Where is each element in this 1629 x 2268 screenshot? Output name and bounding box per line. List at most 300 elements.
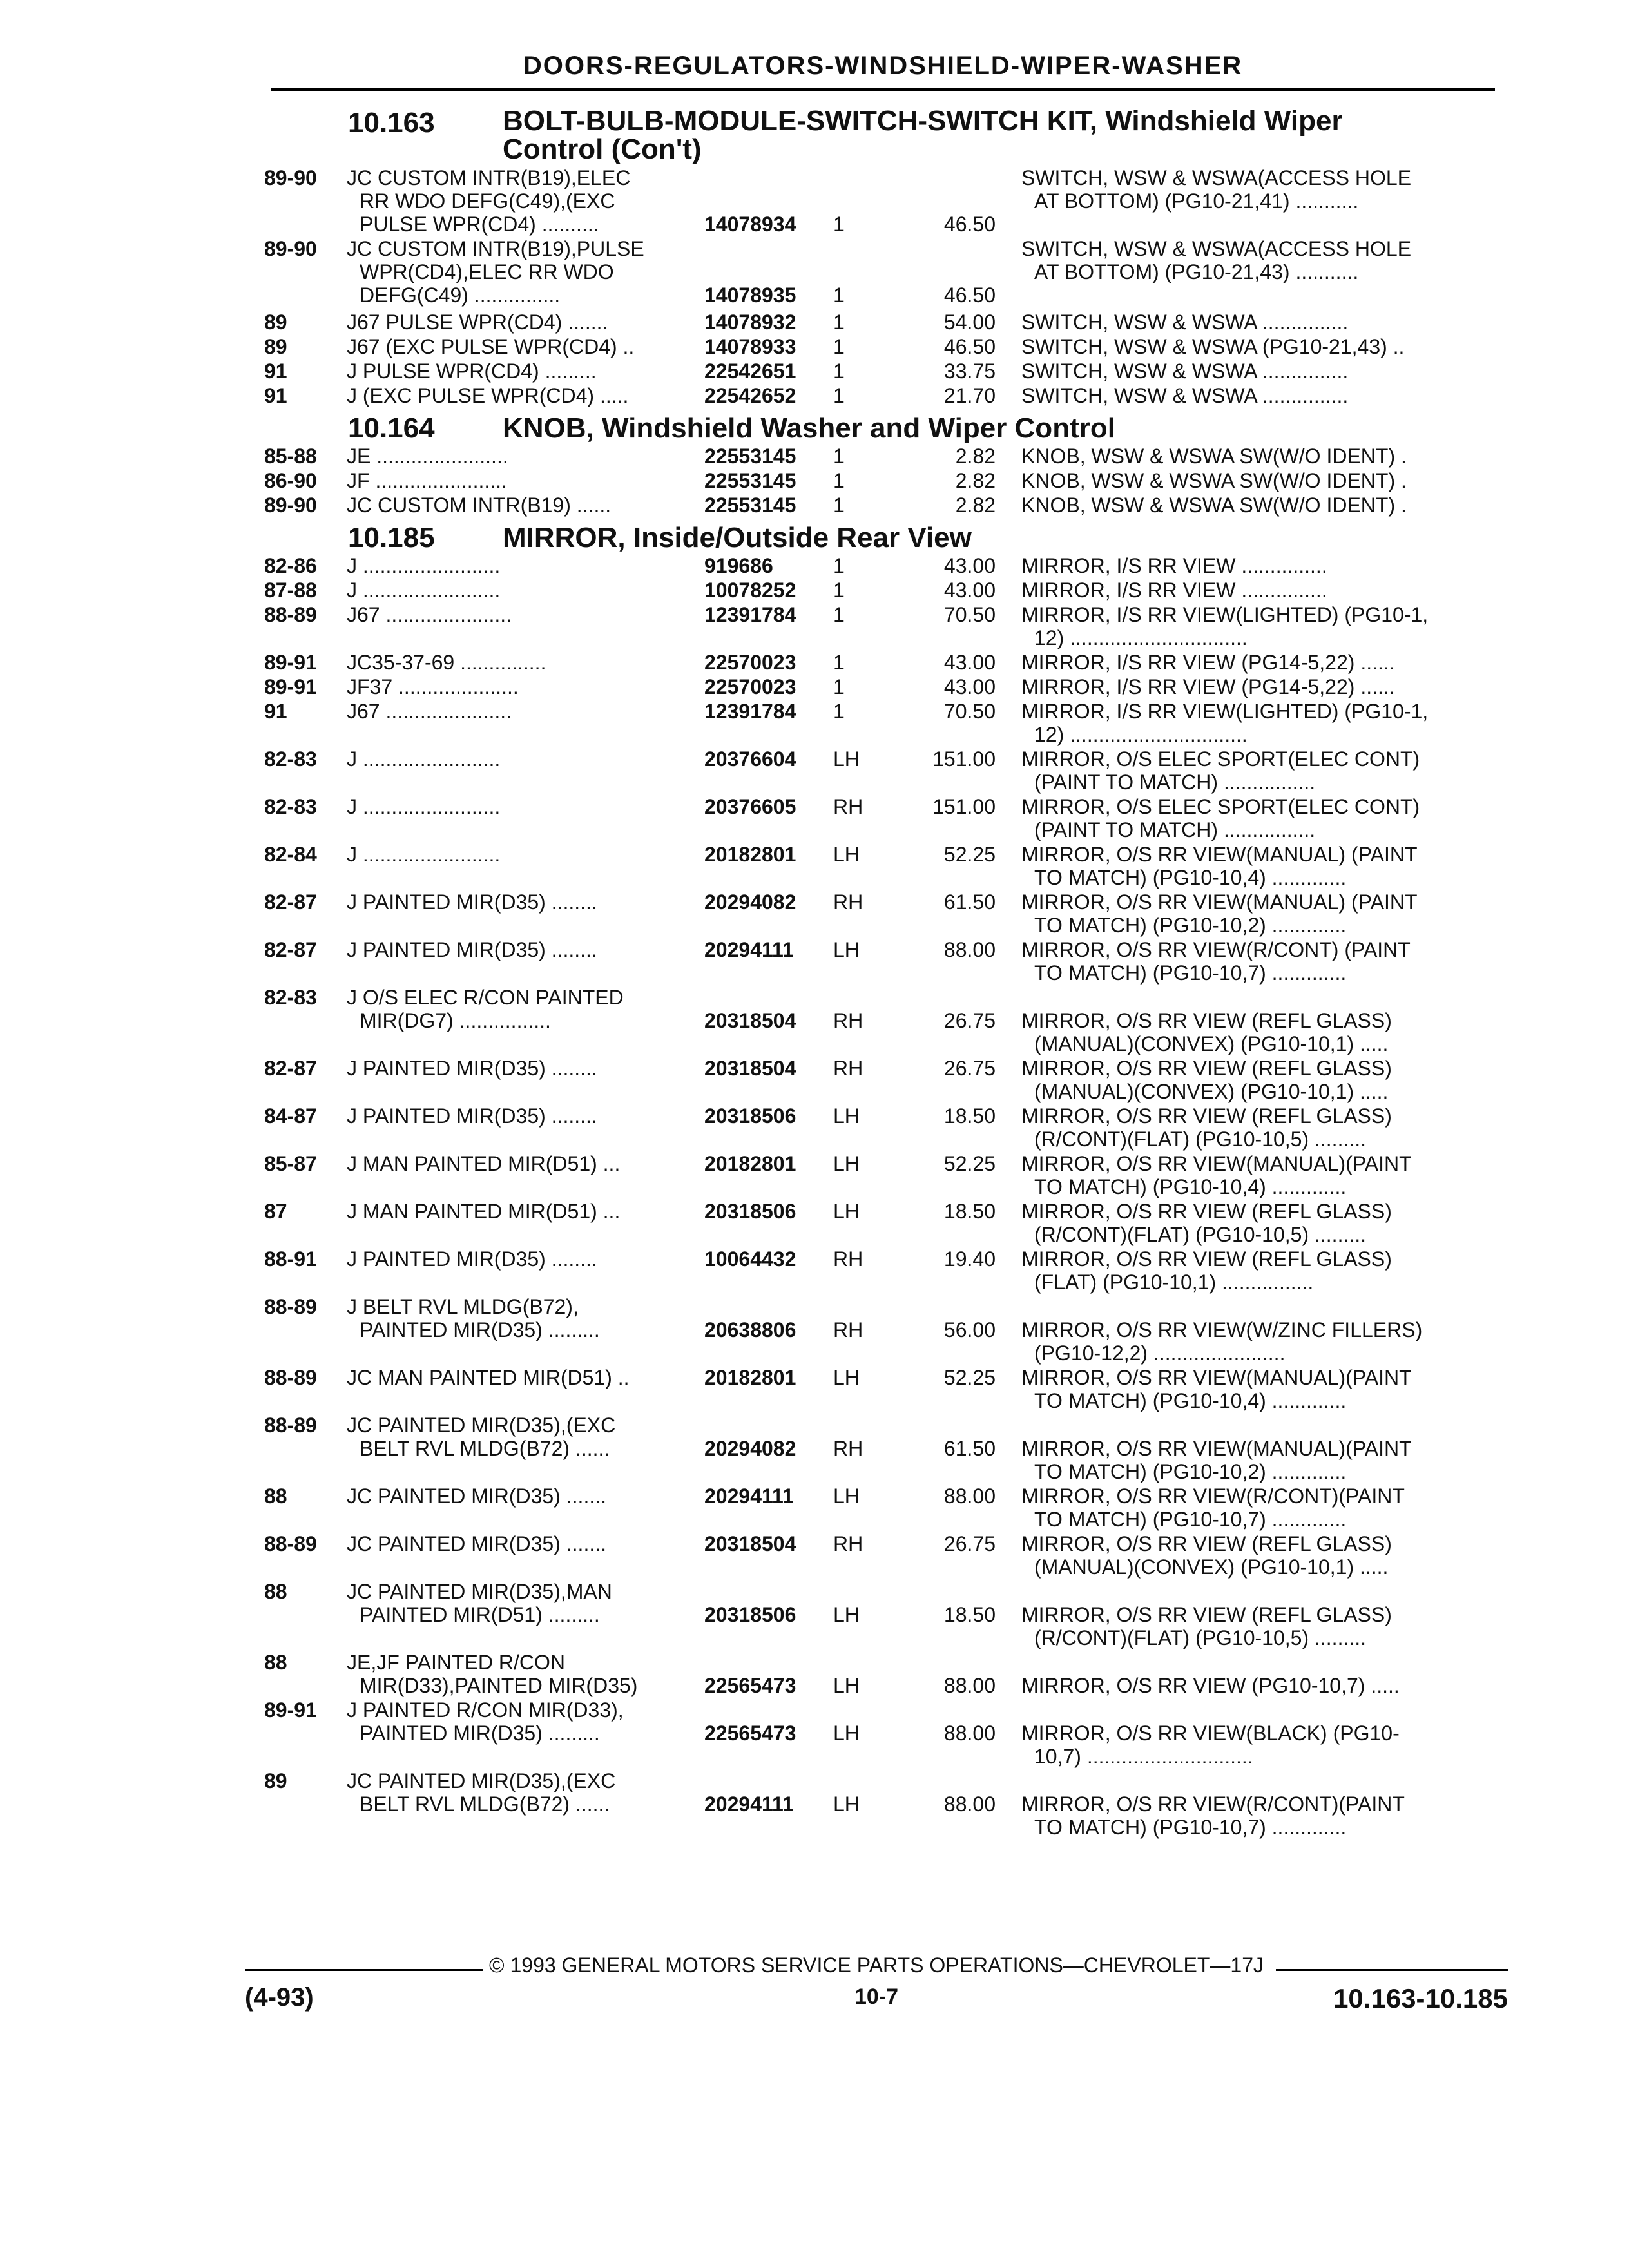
part-name-line: (R/CONT)(FLAT) (PG10-10,5) ......... <box>1034 1127 1367 1151</box>
part-name <box>1021 1104 1518 1151</box>
part-name-line: MIRROR, O/S RR VIEW (PG10-10,7) ..... <box>1021 1673 1400 1697</box>
part-name-line: SWITCH, WSW & WSWA ............... <box>1021 359 1349 383</box>
price: 43.00 <box>943 553 996 577</box>
parts-row <box>264 1651 1508 1698</box>
price: 43.00 <box>943 675 996 698</box>
model-years: 88-89 <box>264 1413 317 1437</box>
quantity: LH <box>833 1792 860 1816</box>
part-name <box>1021 494 1518 517</box>
section-title-line: MIRROR, Inside/Outside Rear View <box>503 521 972 553</box>
part-name-line: MIRROR, O/S RR VIEW(R/CONT)(PAINT <box>1021 1792 1405 1816</box>
parts-row <box>264 603 1508 651</box>
part-name-line: MIRROR, O/S RR VIEW(MANUAL) (PAINT <box>1021 890 1418 914</box>
application-description <box>347 1532 606 1555</box>
application-description <box>347 579 500 602</box>
part-name <box>1021 311 1518 334</box>
price: 70.50 <box>943 602 996 626</box>
part-name-line: TO MATCH) (PG10-10,7) ............. <box>1034 1507 1347 1531</box>
parts-row <box>264 1580 1508 1651</box>
application-description <box>347 890 597 914</box>
model-years: 91 <box>264 699 287 723</box>
part-name-line: MIRROR, I/S RR VIEW (PG14-5,22) ...... <box>1021 675 1395 698</box>
model-years: 89-90 <box>264 237 317 260</box>
parts-row <box>264 1366 1508 1414</box>
application-description <box>347 311 608 334</box>
description-line: J PAINTED MIR(D35) ........ <box>347 1056 597 1080</box>
quantity: 1 <box>833 675 845 698</box>
quantity: LH <box>833 937 860 961</box>
parts-row <box>264 1152 1508 1200</box>
part-number: 22553145 <box>704 493 796 517</box>
price: 88.00 <box>943 1484 996 1508</box>
quantity: LH <box>833 1484 860 1508</box>
description-line: JC CUSTOM INTR(B19),ELEC <box>347 166 631 189</box>
description-line: J BELT RVL MLDG(B72), <box>347 1294 579 1318</box>
price: 61.50 <box>943 1436 996 1460</box>
parts-row <box>264 1295 1508 1366</box>
part-name-line: TO MATCH) (PG10-10,7) ............. <box>1034 1815 1347 1839</box>
part-name <box>1021 1437 1518 1483</box>
part-name <box>1021 1009 1518 1055</box>
parts-row <box>264 237 1508 311</box>
description-line: JE ....................... <box>347 444 508 468</box>
model-years: 88-91 <box>264 1247 317 1271</box>
part-name <box>1021 445 1518 468</box>
part-number: 20638806 <box>704 1318 796 1341</box>
description-line: J67 (EXC PULSE WPR(CD4) .. <box>347 334 635 358</box>
model-years: 85-88 <box>264 444 317 468</box>
part-name-line: TO MATCH) (PG10-10,4) ............. <box>1034 1389 1347 1412</box>
price: 2.82 <box>955 493 996 517</box>
part-name-line: TO MATCH) (PG10-10,2) ............. <box>1034 913 1347 937</box>
parts-row <box>264 986 1508 1057</box>
part-name-line: (MANUAL)(CONVEX) (PG10-10,1) ..... <box>1034 1555 1389 1579</box>
description-line: J67 ...................... <box>347 699 512 723</box>
section-title-line: Control (Con't) <box>503 133 702 165</box>
part-number: 22565473 <box>704 1673 796 1697</box>
part-number: 22553145 <box>704 444 796 468</box>
part-name <box>1021 1722 1518 1768</box>
part-number: 20318506 <box>704 1199 796 1223</box>
part-number: 20318504 <box>704 1532 796 1555</box>
price: 52.25 <box>943 1151 996 1175</box>
price: 33.75 <box>943 359 996 383</box>
price: 88.00 <box>943 1721 996 1745</box>
application-description <box>347 603 512 626</box>
part-number: 22565473 <box>704 1721 796 1745</box>
model-years: 85-87 <box>264 1151 317 1175</box>
part-name <box>1021 360 1518 383</box>
parts-row <box>264 700 1508 747</box>
part-number: 22570023 <box>704 650 796 674</box>
application-description <box>347 1200 620 1223</box>
quantity: RH <box>833 1056 863 1080</box>
parts-row <box>264 494 1508 518</box>
description-line: PULSE WPR(CD4) .......... <box>360 213 599 236</box>
parts-row <box>264 747 1508 795</box>
section-title <box>503 522 972 554</box>
quantity: 1 <box>833 284 845 307</box>
part-name-line: MIRROR, O/S RR VIEW (REFL GLASS) <box>1021 1199 1392 1223</box>
model-years: 89-91 <box>264 675 317 698</box>
parts-row <box>264 384 1508 408</box>
part-name <box>1021 1247 1518 1294</box>
part-name-line: MIRROR, O/S RR VIEW (REFL GLASS) <box>1021 1602 1392 1626</box>
part-number: 12391784 <box>704 602 796 626</box>
revision-date: (4-93) <box>245 1983 314 2012</box>
application-description <box>347 445 508 468</box>
part-number: 14078933 <box>704 334 796 358</box>
parts-row <box>264 1485 1508 1532</box>
price: 151.00 <box>932 794 996 818</box>
price: 2.82 <box>955 468 996 492</box>
model-years: 89-91 <box>264 1698 317 1722</box>
model-years: 91 <box>264 383 287 407</box>
part-name-line: MIRROR, O/S RR VIEW(W/ZINC FILLERS) <box>1021 1318 1423 1341</box>
part-name-line: (PG10-12,2) ....................... <box>1034 1341 1286 1365</box>
description-line: JC MAN PAINTED MIR(D51) .. <box>347 1365 630 1389</box>
part-name <box>1021 1674 1518 1697</box>
model-years: 82-86 <box>264 553 317 577</box>
section-number: 10.185 <box>348 521 435 553</box>
part-number: 20318506 <box>704 1104 796 1128</box>
section-number: 10.163 <box>348 107 435 139</box>
quantity: 1 <box>833 468 845 492</box>
application-description <box>347 1247 597 1271</box>
description-line: J MAN PAINTED MIR(D51) ... <box>347 1199 621 1223</box>
part-name-line: MIRROR, O/S ELEC SPORT(ELEC CONT) <box>1021 794 1420 818</box>
application-description <box>347 1152 620 1175</box>
quantity: LH <box>833 842 860 866</box>
application-description <box>347 166 630 236</box>
description-line: JF37 ..................... <box>347 675 519 698</box>
application-description <box>347 384 628 407</box>
part-name-line: KNOB, WSW & WSWA SW(W/O IDENT) . <box>1021 468 1407 492</box>
part-number: 22542651 <box>704 359 796 383</box>
part-name-line: SWITCH, WSW & WSWA ............... <box>1021 383 1349 407</box>
parts-row <box>264 335 1508 360</box>
quantity: 1 <box>833 444 845 468</box>
part-number: 20294082 <box>704 1436 796 1460</box>
description-line: JC PAINTED MIR(D35),MAN <box>347 1579 612 1603</box>
price: 26.75 <box>943 1532 996 1555</box>
model-years: 89-90 <box>264 493 317 517</box>
model-years: 88 <box>264 1579 287 1603</box>
part-number: 20182801 <box>704 1151 796 1175</box>
price: 54.00 <box>943 310 996 334</box>
parts-row <box>264 166 1508 237</box>
description-line: J MAN PAINTED MIR(D51) ... <box>347 1151 621 1175</box>
model-years: 88-89 <box>264 602 317 626</box>
price: 88.00 <box>943 1673 996 1697</box>
application-description <box>347 469 507 492</box>
price: 52.25 <box>943 1365 996 1389</box>
parts-row <box>264 1057 1508 1104</box>
description-line: MIR(DG7) ................ <box>360 1008 551 1032</box>
quantity: LH <box>833 1721 860 1745</box>
price: 56.00 <box>943 1318 996 1341</box>
part-name-line: MIRROR, O/S RR VIEW (REFL GLASS) <box>1021 1056 1392 1080</box>
description-line: JC CUSTOM INTR(B19) ...... <box>347 493 612 517</box>
part-number: 22553145 <box>704 468 796 492</box>
quantity: 1 <box>833 650 845 674</box>
part-name-line: MIRROR, I/S RR VIEW(LIGHTED) (PG10-1, <box>1021 602 1429 626</box>
description-line: RR WDO DEFG(C49),(EXC <box>360 189 615 213</box>
part-name-line: TO MATCH) (PG10-10,2) ............. <box>1034 1459 1347 1483</box>
header-rule <box>271 88 1495 91</box>
description-line: BELT RVL MLDG(B72) ...... <box>360 1436 610 1460</box>
part-number: 20294082 <box>704 890 796 914</box>
part-number: 14078934 <box>704 213 796 236</box>
part-number: 20294111 <box>704 1792 794 1816</box>
model-years: 88-89 <box>264 1365 317 1389</box>
price: 88.00 <box>943 937 996 961</box>
application-description <box>347 747 500 771</box>
page-number: 10-7 <box>854 1984 899 2009</box>
part-number: 20294111 <box>704 1484 794 1508</box>
price: 70.50 <box>943 699 996 723</box>
application-description <box>347 843 500 866</box>
quantity: 1 <box>833 334 845 358</box>
application-description <box>347 335 634 358</box>
parts-row <box>264 938 1508 986</box>
description-line: JC PAINTED MIR(D35) ....... <box>347 1484 606 1508</box>
part-name-line: (FLAT) (PG10-10,1) ................ <box>1034 1270 1314 1294</box>
quantity: 1 <box>833 553 845 577</box>
part-name-line: (R/CONT)(FLAT) (PG10-10,5) ......... <box>1034 1222 1367 1246</box>
part-name-line: SWITCH, WSW & WSWA ............... <box>1021 310 1349 334</box>
part-name <box>1021 651 1518 674</box>
part-number: 20376605 <box>704 794 796 818</box>
application-description <box>347 494 611 517</box>
part-name <box>1021 1485 1518 1531</box>
section-title-line: KNOB, Windshield Washer and Wiper Control <box>503 412 1115 444</box>
quantity: LH <box>833 1199 860 1223</box>
description-line: J ........................ <box>347 747 501 771</box>
part-number: 14078935 <box>704 284 796 307</box>
part-name <box>1021 1366 1518 1412</box>
price: 18.50 <box>943 1199 996 1223</box>
section-heading <box>264 107 1508 166</box>
part-name-line: MIRROR, O/S RR VIEW (REFL GLASS) <box>1021 1104 1392 1128</box>
part-name-line: SWITCH, WSW & WSWA(ACCESS HOLE <box>1021 237 1412 260</box>
quantity: RH <box>833 794 863 818</box>
part-name <box>1021 1200 1518 1246</box>
description-line: J PAINTED MIR(D35) ........ <box>347 1247 597 1271</box>
description-line: JE,JF PAINTED R/CON <box>347 1650 565 1674</box>
part-name <box>1021 237 1518 284</box>
model-years: 89 <box>264 1769 287 1792</box>
section-range: 10.163-10.185 <box>1333 1983 1508 2013</box>
description-line: MIR(D33),PAINTED MIR(D35) <box>360 1673 638 1697</box>
price: 52.25 <box>943 842 996 866</box>
quantity: LH <box>833 1602 860 1626</box>
page-footer <box>245 1933 1508 2017</box>
description-line: J (EXC PULSE WPR(CD4) ..... <box>347 383 629 407</box>
application-description <box>347 1698 624 1745</box>
part-name-line: KNOB, WSW & WSWA SW(W/O IDENT) . <box>1021 444 1407 468</box>
description-line: J ........................ <box>347 794 501 818</box>
application-description <box>347 237 644 307</box>
price: 43.00 <box>943 650 996 674</box>
parts-row <box>264 1247 1508 1295</box>
model-years: 87 <box>264 1199 287 1223</box>
section-number: 10.164 <box>348 412 435 444</box>
part-name-line: (PAINT TO MATCH) ................ <box>1034 770 1316 794</box>
description-line: J PAINTED MIR(D35) ........ <box>347 890 597 914</box>
parts-row <box>264 1769 1508 1840</box>
description-line: J PAINTED MIR(D35) ........ <box>347 937 597 961</box>
part-name <box>1021 747 1518 794</box>
price: 18.50 <box>943 1602 996 1626</box>
parts-row <box>264 890 1508 938</box>
quantity: RH <box>833 1436 863 1460</box>
price: 43.00 <box>943 578 996 602</box>
parts-row <box>264 311 1508 335</box>
section-title <box>503 107 1343 164</box>
quantity: RH <box>833 1008 863 1032</box>
section-heading <box>264 412 1508 445</box>
part-number: 10078252 <box>704 578 796 602</box>
model-years: 88 <box>264 1650 287 1674</box>
part-name-line: MIRROR, O/S RR VIEW(MANUAL)(PAINT <box>1021 1436 1412 1460</box>
part-number: 10064432 <box>704 1247 796 1271</box>
model-years: 87-88 <box>264 578 317 602</box>
description-line: JC PAINTED MIR(D35),(EXC <box>347 1769 616 1792</box>
part-name <box>1021 579 1518 602</box>
description-line: BELT RVL MLDG(B72) ...... <box>360 1792 610 1816</box>
quantity: RH <box>833 1247 863 1271</box>
application-description <box>347 1414 615 1460</box>
price: 88.00 <box>943 1792 996 1816</box>
part-number: 20182801 <box>704 842 796 866</box>
application-description <box>347 986 624 1032</box>
description-line: J PULSE WPR(CD4) ......... <box>347 359 597 383</box>
application-description <box>347 938 597 961</box>
price: 26.75 <box>943 1008 996 1032</box>
parts-row <box>264 579 1508 603</box>
part-name <box>1021 795 1518 841</box>
description-line: DEFG(C49) ............... <box>360 284 561 307</box>
description-line: J ........................ <box>347 553 501 577</box>
part-name <box>1021 675 1518 698</box>
part-name-line: SWITCH, WSW & WSWA(ACCESS HOLE <box>1021 166 1412 189</box>
model-years: 89 <box>264 334 287 358</box>
part-name <box>1021 1603 1518 1649</box>
quantity: 1 <box>833 310 845 334</box>
part-name-line: TO MATCH) (PG10-10,4) ............. <box>1034 1175 1347 1198</box>
model-years: 88 <box>264 1484 287 1508</box>
part-name-line: SWITCH, WSW & WSWA (PG10-21,43) .. <box>1021 334 1405 358</box>
description-line: J PAINTED MIR(D35) ........ <box>347 1104 597 1128</box>
part-name <box>1021 554 1518 577</box>
description-line: JC35-37-69 ............... <box>347 650 546 674</box>
part-number: 22542652 <box>704 383 796 407</box>
parts-row <box>264 469 1508 494</box>
part-name-line: 10,7) ............................. <box>1034 1744 1253 1768</box>
model-years: 88-89 <box>264 1294 317 1318</box>
part-name-line: MIRROR, O/S RR VIEW (REFL GLASS) <box>1021 1532 1392 1555</box>
part-name-line: AT BOTTOM) (PG10-21,43) ........... <box>1034 260 1359 284</box>
part-name-line: MIRROR, O/S RR VIEW (REFL GLASS) <box>1021 1008 1392 1032</box>
part-name <box>1021 469 1518 492</box>
description-line: PAINTED MIR(D35) ......... <box>360 1318 600 1341</box>
part-name-line: (MANUAL)(CONVEX) (PG10-10,1) ..... <box>1034 1032 1389 1055</box>
quantity: LH <box>833 1365 860 1389</box>
model-years: 89-90 <box>264 166 317 189</box>
model-years: 86-90 <box>264 468 317 492</box>
part-number: 20318504 <box>704 1008 796 1032</box>
price: 151.00 <box>932 747 996 771</box>
part-name <box>1021 1152 1518 1198</box>
part-name-line: MIRROR, O/S RR VIEW(R/CONT)(PAINT <box>1021 1484 1405 1508</box>
description-line: J67 ...................... <box>347 602 512 626</box>
quantity: 1 <box>833 699 845 723</box>
parts-row <box>264 795 1508 843</box>
quantity: RH <box>833 1318 863 1341</box>
parts-row <box>264 1200 1508 1247</box>
part-number: 22570023 <box>704 675 796 698</box>
parts-row <box>264 1698 1508 1769</box>
part-name <box>1021 700 1518 746</box>
quantity: RH <box>833 890 863 914</box>
quantity: LH <box>833 747 860 771</box>
part-number: 14078932 <box>704 310 796 334</box>
part-name <box>1021 384 1518 407</box>
application-description <box>347 795 500 818</box>
description-line: PAINTED MIR(D51) ......... <box>360 1602 600 1626</box>
quantity: 1 <box>833 578 845 602</box>
parts-row <box>264 843 1508 890</box>
copyright-text: © 1993 GENERAL MOTORS SERVICE PARTS OPERATIONS—CHEVROLET—17J <box>489 1954 1264 1977</box>
part-number: 20294111 <box>704 937 794 961</box>
part-number: 919686 <box>704 553 773 577</box>
quantity: 1 <box>833 493 845 517</box>
parts-row <box>264 651 1508 675</box>
quantity: 1 <box>833 213 845 236</box>
page-header <box>271 52 1495 97</box>
part-name-line: MIRROR, O/S RR VIEW(MANUAL)(PAINT <box>1021 1151 1412 1175</box>
part-name <box>1021 890 1518 937</box>
parts-listing <box>264 103 1508 1840</box>
part-name-line: MIRROR, O/S RR VIEW(R/CONT) (PAINT <box>1021 937 1411 961</box>
parts-row <box>264 445 1508 469</box>
description-line: JC PAINTED MIR(D35) ....... <box>347 1532 606 1555</box>
model-years: 82-87 <box>264 1056 317 1080</box>
description-line: J ........................ <box>347 578 501 602</box>
part-name-line: MIRROR, I/S RR VIEW ............... <box>1021 578 1327 602</box>
application-description <box>347 1769 615 1816</box>
price: 46.50 <box>943 334 996 358</box>
part-name-line: TO MATCH) (PG10-10,7) ............. <box>1034 961 1347 985</box>
parts-row <box>264 1414 1508 1485</box>
model-years: 88-89 <box>264 1532 317 1555</box>
quantity: LH <box>833 1673 860 1697</box>
part-name <box>1021 166 1518 213</box>
part-name-line: MIRROR, O/S RR VIEW(MANUAL)(PAINT <box>1021 1365 1412 1389</box>
model-years: 91 <box>264 359 287 383</box>
part-name-line: MIRROR, O/S RR VIEW(BLACK) (PG10- <box>1021 1721 1400 1745</box>
price: 21.70 <box>943 383 996 407</box>
application-description <box>347 554 500 577</box>
section-title-line: BOLT-BULB-MODULE-SWITCH-SWITCH KIT, Windshield Wiper <box>503 105 1343 137</box>
model-years: 82-87 <box>264 937 317 961</box>
quantity: LH <box>833 1104 860 1128</box>
part-name-line: 12) ............................... <box>1034 722 1248 746</box>
part-name-line: MIRROR, I/S RR VIEW ............... <box>1021 553 1327 577</box>
model-years: 82-84 <box>264 842 317 866</box>
application-description <box>347 1057 597 1080</box>
